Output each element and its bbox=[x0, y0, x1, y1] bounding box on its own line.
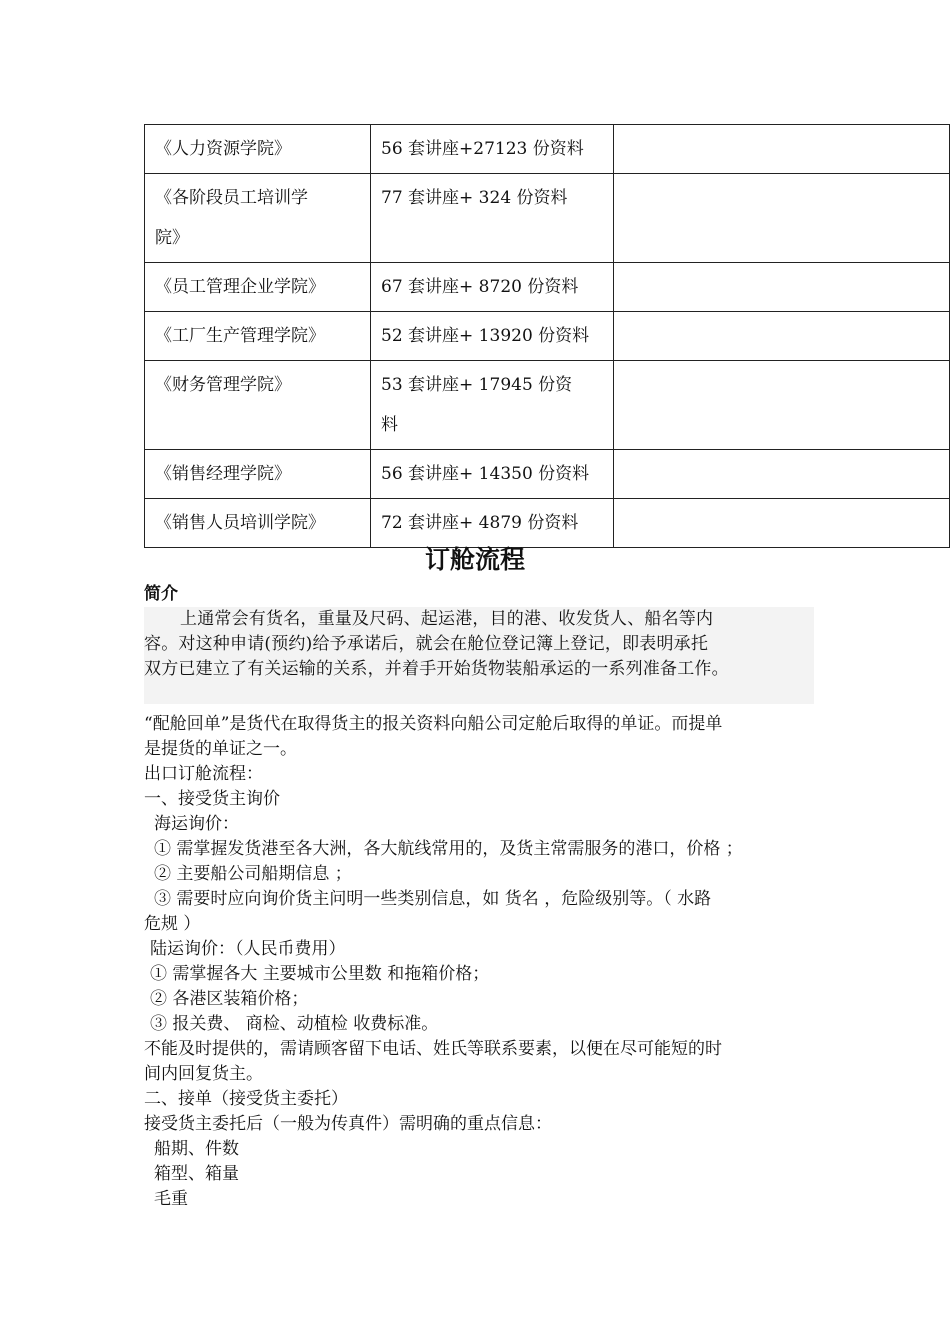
intro-line: 上通常会有货名，重量及尺码、起运港，目的港、收发货人、船名等内 bbox=[180, 609, 714, 629]
list-item: ③ 需要时应向询价货主问明一些类别信息，如 货名 ，危险级别等。（ 水路 bbox=[154, 889, 712, 909]
course-table bbox=[144, 124, 950, 548]
course-content bbox=[371, 361, 614, 450]
course-note bbox=[614, 450, 950, 499]
course-content: 52 套讲座+ 13920 份资料 bbox=[371, 312, 614, 361]
course-name: 《人力资源学院》 bbox=[145, 125, 371, 174]
table-row bbox=[145, 450, 950, 499]
course-content: 77 套讲座+ 324 份资料 bbox=[371, 174, 614, 263]
course-name bbox=[145, 174, 371, 263]
table-row bbox=[145, 312, 950, 361]
course-name-line: 院》 bbox=[155, 228, 189, 248]
list-item: ② 各港区装箱价格； bbox=[150, 989, 309, 1009]
list-item: ① 需掌握发货港至各大洲，各大航线常用的，及货主常需服务的港口，价格 ； bbox=[154, 839, 743, 859]
section-heading: 二、接单（接受货主委托） bbox=[144, 1089, 348, 1109]
list-item: ① 需掌握各大 主要城市公里数 和拖箱价格； bbox=[150, 964, 490, 984]
course-name: 《销售人员培训学院》 bbox=[145, 499, 371, 548]
course-note bbox=[614, 263, 950, 312]
course-content: 56 套讲座+ 14350 份资料 bbox=[371, 450, 614, 499]
table-row bbox=[145, 125, 950, 174]
course-name: 《员工管理企业学院》 bbox=[145, 263, 371, 312]
course-name: 《工厂生产管理学院》 bbox=[145, 312, 371, 361]
text-line: “配舱回单”是货代在取得货主的报关资料向船公司定舱后取得的单证。而提单 bbox=[144, 714, 723, 734]
course-content-line: 53 套讲座+ 17945 份资 bbox=[381, 375, 573, 395]
text-line: 间内回复货主。 bbox=[144, 1064, 263, 1084]
course-note bbox=[614, 125, 950, 174]
list-item: ② 主要船公司船期信息 ； bbox=[154, 864, 352, 884]
section-heading: 一、接受货主询价 bbox=[144, 789, 280, 809]
text-line: 危规 ） bbox=[144, 914, 201, 934]
list-item: 箱型、箱量 bbox=[154, 1164, 239, 1184]
document-title: 订舱流程 bbox=[424, 545, 525, 574]
table-row bbox=[145, 361, 950, 450]
table-row bbox=[145, 263, 950, 312]
course-name: 《销售经理学院》 bbox=[145, 450, 371, 499]
text-line: 出口订舱流程： bbox=[144, 764, 263, 784]
course-name: 《财务管理学院》 bbox=[145, 361, 371, 450]
course-content: 72 套讲座+ 4879 份资料 bbox=[371, 499, 614, 548]
text-line: 接受货主委托后（一般为传真件）需明确的重点信息： bbox=[144, 1114, 552, 1134]
intro-line: 双方已建立了有关运输的关系，并着手开始货物装船承运的一系列准备工作。 bbox=[144, 659, 729, 679]
course-note bbox=[614, 361, 950, 450]
document-body bbox=[144, 582, 814, 1212]
text-line: 海运询价： bbox=[154, 814, 239, 834]
course-content: 56 套讲座+27123 份资料 bbox=[371, 125, 614, 174]
course-note bbox=[614, 174, 950, 263]
course-content: 67 套讲座+ 8720 份资料 bbox=[371, 263, 614, 312]
intro-paragraph bbox=[144, 607, 814, 704]
course-note bbox=[614, 312, 950, 361]
list-item: ③ 报关费、 商检、动植检 收费标准。 bbox=[150, 1014, 439, 1034]
list-item: 毛重 bbox=[154, 1189, 188, 1209]
course-name-line: 《各阶段员工培训学 bbox=[155, 188, 308, 208]
text-line: 陆运询价：（人民币费用） bbox=[150, 939, 346, 959]
table-row bbox=[145, 174, 950, 263]
text-line: 是提货的单证之一。 bbox=[144, 739, 297, 759]
list-item: 船期、件数 bbox=[154, 1139, 239, 1159]
course-content-line: 料 bbox=[381, 415, 398, 435]
intro-line: 容。对这种申请(预约)给予承诺后，就会在舱位登记簿上登记，即表明承托 bbox=[144, 634, 709, 654]
intro-heading: 简介 bbox=[144, 584, 178, 604]
text-line: 不能及时提供的，需请顾客留下电话、姓氏等联系要素，以便在尽可能短的时 bbox=[144, 1039, 722, 1059]
